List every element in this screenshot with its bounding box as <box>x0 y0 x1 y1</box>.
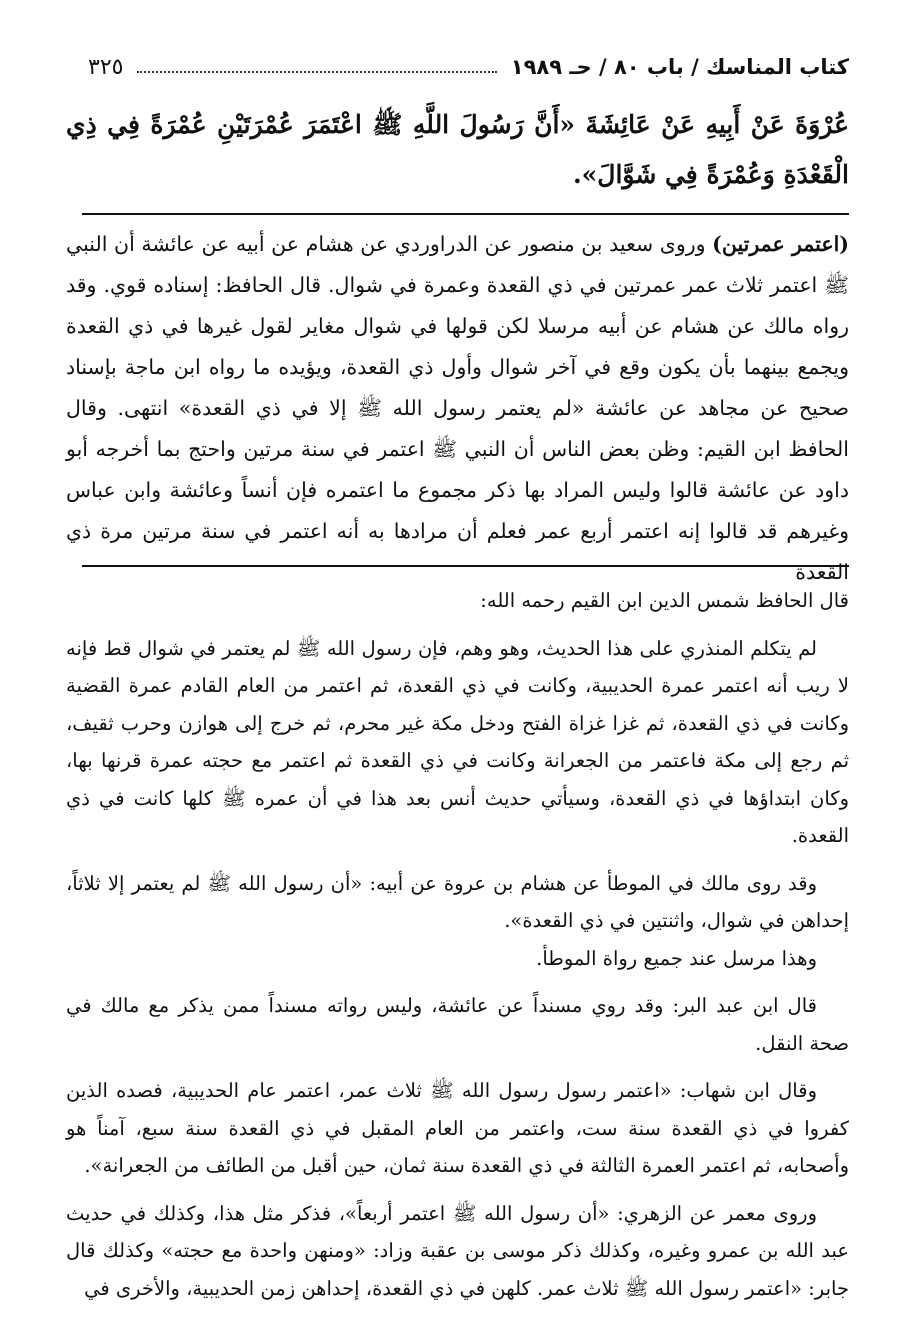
leader-dots <box>137 70 496 73</box>
divider-rule <box>82 565 849 567</box>
page-number: ٣٢٥ <box>88 54 124 80</box>
divider-rule <box>82 213 849 215</box>
section-intro: قال الحافظ شمس الدين ابن القيم رحمه الله: <box>480 589 849 612</box>
paragraph: وهذا مرسل عند جميع رواة الموطأ. <box>536 946 817 970</box>
page-header <box>88 50 849 84</box>
paragraph: قال ابن عبد البر: وقد روي مسنداً عن عائشة، وليس رواته مسنداً ممن يذكر مع مالك في صحة النقل. <box>66 994 849 1055</box>
paragraph: وقال ابن شهاب: «اعتمر رسول رسول الله ﷺ ثلاث عمر، اعتمر عام الحديبية، فصده الذين كفروا في ذي القعدة سنة ست، واعتمر من العام المقبل في ذي القعدة سنة سبع، آمناً هو وأصحابه، ثم اعتمر العمرة الثالثة في ذي القعدة سنة ثمان، حين أقبل من الطائف من الجعرانة». <box>66 1079 849 1177</box>
paragraph: وقد روى مالك في الموطأ عن هشام بن عروة عن أبيه: «أن رسول الله ﷺ لم يعتمر إلا ثلاثاً، إحداهن في شوال، واثنتين في ذي القعدة». <box>66 871 849 932</box>
commentary-text: وروى سعيد بن منصور عن الدراوردي عن هشام عن أبيه عن عائشة أن النبي ﷺ اعتمر ثلاث عمر عمرتين في ذي القعدة وعمرة في شوال. قال الحافظ: إسناده قوي. وقد رواه مالك عن هشام عن أبيه مرسلا لكن قولها في شوال مغاير لقول غيرها في ذي القعدة ويجمع بينهما بأن يكون وقع في آخر شوال وأول ذي القعدة، ويؤيده ما رواه ابن ماجة بإسناد صحيح عن مجاهد عن عائشة «لم يعتمر رسول الله ﷺ إلا في ذي القعدة» انتهى. وقال الحافظ ابن القيم: وظن بعض الناس أن النبي ﷺ اعتمر في سنة مرتين واحتج بما أخرجه أبو داود عن عائشة قالوا وليس المراد بها ذكر مجموع ما اعتمره فإن أنساً وعائشة وابن عباس وغيرهم قد قالوا إنه اعتمر أربع عمر فعلم أن مرادها به أنه اعتمر في سنة مرتين مرة ذي القعدة <box>66 232 849 584</box>
hadith-text: عُرْوَةَ عَنْ أَبِيهِ عَنْ عَائِشَةَ «أَنَّ رَسُولَ اللَّهِ ﷺ اعْتَمَرَ عُمْرَتَيْنِ عُمْرَةً فِي ذِي الْقَعْدَةِ وَعُمْرَةً فِي شَوَّالَ». <box>66 110 850 189</box>
paragraph: لم يتكلم المنذري على هذا الحديث، وهو وهم، فإن رسول الله ﷺ لم يعتمر في شوال قط فإنه لا ريب أنه اعتمر عمرة الحديبية، وكانت في ذي القعدة، ثم اعتمر من العام القادم عمرة القضية وكانت في ذي القعدة، ثم غزا غزاة الفتح ودخل مكة غير محرم، ثم خرج إلى هوازن وحرب ثقيف، ثم رجع إلى مكة فاعتمر من الجعرانة وكانت في ذي القعدة ثم اعتمر مع حجته عمرة قرنها بها، وكان ابتداؤها في ذي القعدة، وسيأتي حديث أنس بعد هذا في أن عمره ﷺ كلها كانت في ذي القعدة. <box>66 636 849 847</box>
commentary-section <box>66 224 849 593</box>
ibn-qayyim-section <box>66 582 849 1317</box>
paragraph: وروى معمر عن الزهري: «أن رسول الله ﷺ اعتمر أربعاً»، فذكر مثل هذا، وكذلك في حديث عبد الله بن عمرو وغيره، وكذلك ذكر موسى بن عقبة وزاد: «ومنهن واحدة مع حجته» وكذلك قال جابر: «اعتمر رسول الله ﷺ ثلاث عمر. كلهن في ذي القعدة، إحداهن زمن الحديبية، والأخرى في <box>66 1201 849 1300</box>
commentary-lead: (اعتمر عمرتين) <box>712 232 849 256</box>
running-title: كتاب المناسك / باب ٨٠ / حـ ١٩٨٩ <box>510 55 849 79</box>
